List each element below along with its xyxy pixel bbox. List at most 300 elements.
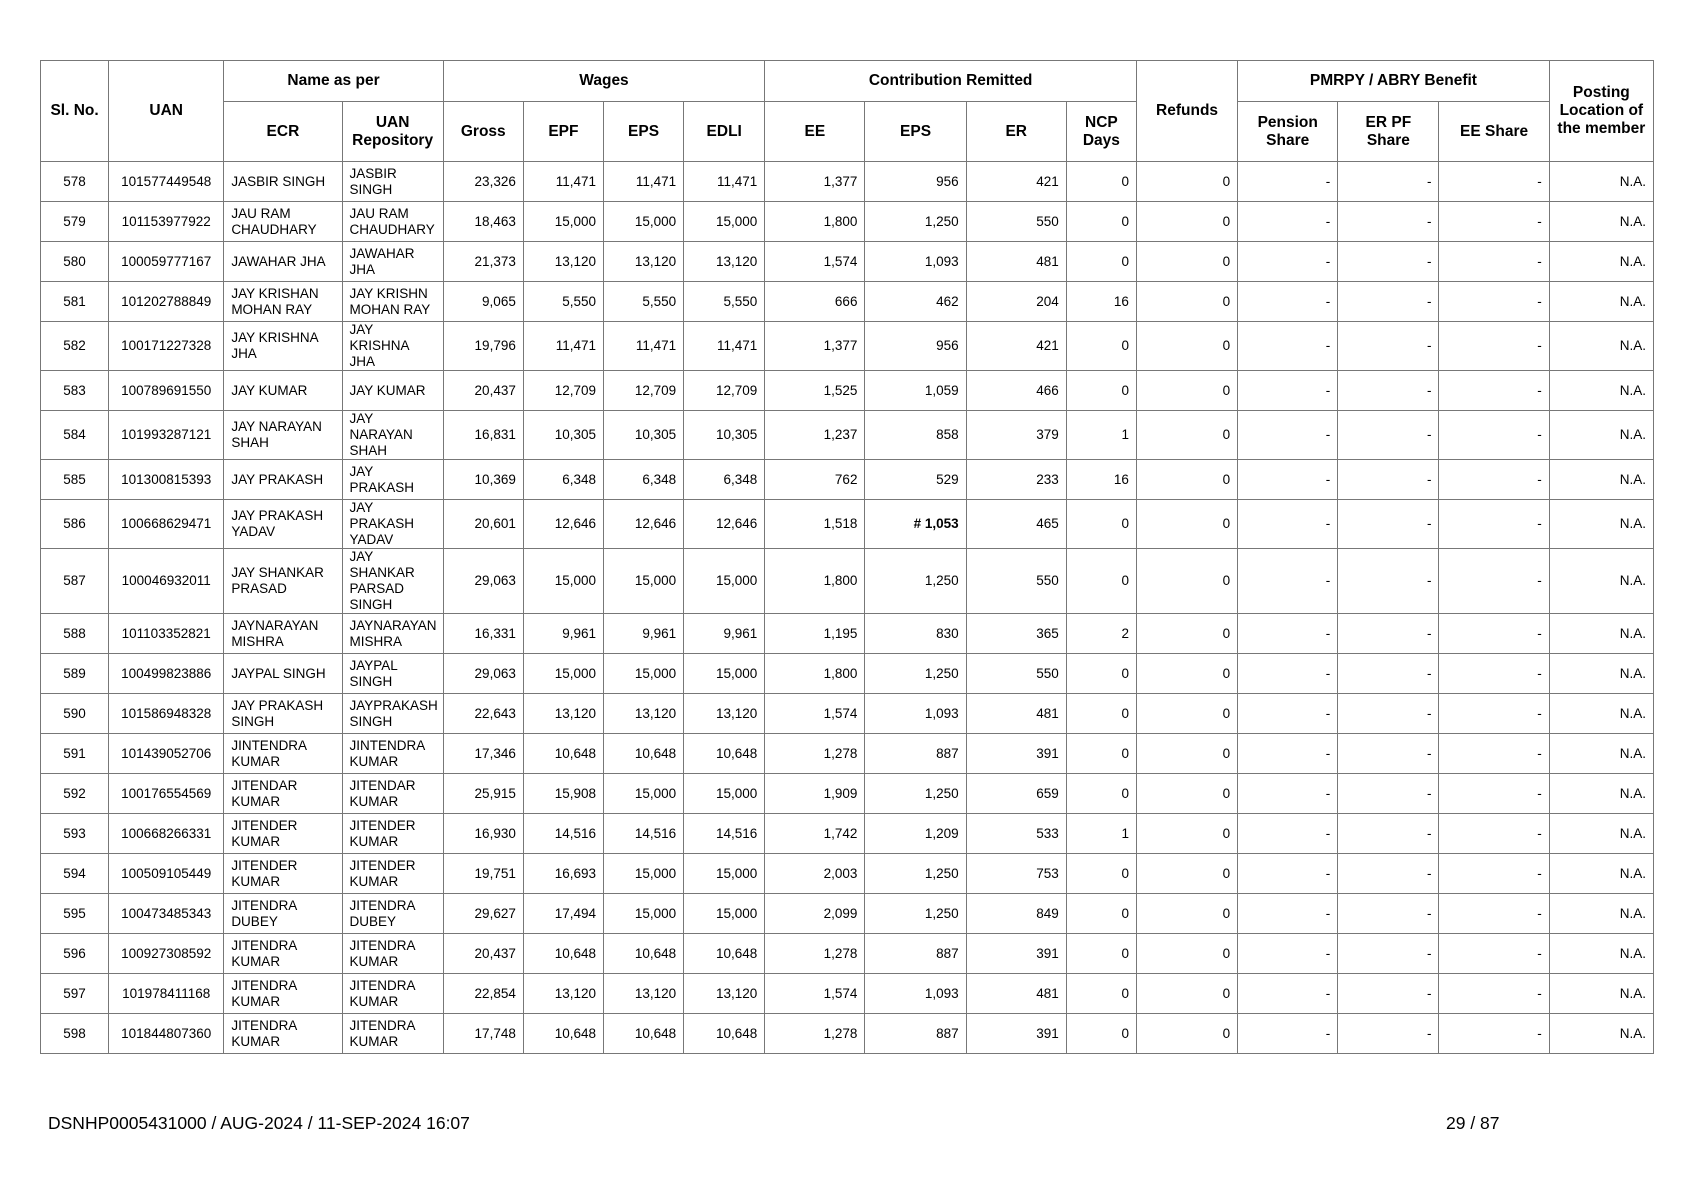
cell-edli: 15,000 (684, 549, 765, 614)
cell-er: 421 (966, 322, 1066, 371)
cell-sl-no: 597 (41, 974, 109, 1014)
cell-refunds: 0 (1136, 1014, 1237, 1054)
cell-epf: 10,648 (523, 734, 603, 774)
cell-posting-location: N.A. (1549, 774, 1653, 814)
cell-sl-no: 581 (41, 282, 109, 322)
cell-uan-repository-name: JAYPRAKASH SINGH (342, 694, 443, 734)
cell-er: 533 (966, 814, 1066, 854)
cell-contribution-eps: 1,250 (865, 202, 966, 242)
cell-epf: 15,000 (523, 654, 603, 694)
cell-ecr-name: JAWAHAR JHA (224, 242, 342, 282)
cell-sl-no: 584 (41, 411, 109, 460)
cell-ecr-name: JAY KRISHAN MOHAN RAY (224, 282, 342, 322)
cell-er-pf-share: - (1338, 654, 1439, 694)
cell-refunds: 0 (1136, 371, 1237, 411)
cell-eps: 6,348 (603, 460, 683, 500)
cell-ncp-days: 16 (1066, 282, 1136, 322)
cell-gross: 29,627 (443, 894, 523, 934)
cell-edli: 10,648 (684, 1014, 765, 1054)
cell-refunds: 0 (1136, 162, 1237, 202)
cell-pension-share: - (1238, 371, 1338, 411)
col-sl-no: Sl. No. (41, 61, 109, 162)
cell-eps: 11,471 (603, 322, 683, 371)
cell-epf: 12,646 (523, 500, 603, 549)
cell-er: 481 (966, 974, 1066, 1014)
cell-sl-no: 587 (41, 549, 109, 614)
cell-er: 466 (966, 371, 1066, 411)
cell-gross: 29,063 (443, 654, 523, 694)
cell-edli: 15,000 (684, 854, 765, 894)
cell-ee: 762 (765, 460, 865, 500)
cell-ncp-days: 0 (1066, 774, 1136, 814)
cell-er: 233 (966, 460, 1066, 500)
cell-epf: 10,648 (523, 1014, 603, 1054)
cell-uan-repository-name: JAY SHANKAR PARSAD SINGH (342, 549, 443, 614)
cell-posting-location: N.A. (1549, 734, 1653, 774)
col-ncp-days: NCP Days (1066, 102, 1136, 162)
cell-edli: 15,000 (684, 202, 765, 242)
cell-ee: 666 (765, 282, 865, 322)
cell-epf: 17,494 (523, 894, 603, 934)
footer-document-reference: DSNHP0005431000 / AUG-2024 / 11-SEP-2024 16:07 (48, 1113, 470, 1133)
cell-contribution-eps: 1,250 (865, 774, 966, 814)
cell-ncp-days: 0 (1066, 694, 1136, 734)
cell-uan: 101300815393 (109, 460, 224, 500)
cell-contribution-eps: 1,093 (865, 974, 966, 1014)
cell-er: 391 (966, 734, 1066, 774)
cell-er: 465 (966, 500, 1066, 549)
cell-epf: 11,471 (523, 162, 603, 202)
cell-uan: 100176554569 (109, 774, 224, 814)
table-row (41, 282, 1654, 322)
cell-ecr-name: JITENDER KUMAR (224, 854, 342, 894)
cell-pension-share: - (1238, 322, 1338, 371)
cell-pension-share: - (1238, 654, 1338, 694)
cell-uan-repository-name: JITENDRA KUMAR (342, 974, 443, 1014)
cell-contribution-eps: 1,209 (865, 814, 966, 854)
footer-page-number: 29 / 87 (1446, 1113, 1500, 1133)
cell-posting-location: N.A. (1549, 934, 1653, 974)
table-row (41, 694, 1654, 734)
cell-uan: 100473485343 (109, 894, 224, 934)
col-gross: Gross (443, 102, 523, 162)
table-header (41, 61, 1654, 162)
table-row (41, 202, 1654, 242)
cell-ecr-name: JITENDRA KUMAR (224, 934, 342, 974)
cell-pension-share: - (1238, 614, 1338, 654)
cell-ecr-name: JAU RAM CHAUDHARY (224, 202, 342, 242)
cell-pension-share: - (1238, 854, 1338, 894)
cell-uan-repository-name: JITENDER KUMAR (342, 814, 443, 854)
cell-edli: 5,550 (684, 282, 765, 322)
cell-gross: 16,930 (443, 814, 523, 854)
cell-gross: 22,854 (443, 974, 523, 1014)
cell-eps: 15,000 (603, 774, 683, 814)
cell-uan-repository-name: JITENDER KUMAR (342, 854, 443, 894)
cell-gross: 10,369 (443, 460, 523, 500)
cell-er-pf-share: - (1338, 774, 1439, 814)
cell-uan-repository-name: JINTENDRA KUMAR (342, 734, 443, 774)
cell-sl-no: 594 (41, 854, 109, 894)
cell-epf: 10,305 (523, 411, 603, 460)
cell-edli: 14,516 (684, 814, 765, 854)
cell-uan-repository-name: JAY PRAKASH YADAV (342, 500, 443, 549)
cell-pension-share: - (1238, 694, 1338, 734)
cell-ee-share: - (1439, 974, 1549, 1014)
table-row (41, 774, 1654, 814)
cell-posting-location: N.A. (1549, 694, 1653, 734)
cell-eps: 15,000 (603, 549, 683, 614)
cell-refunds: 0 (1136, 814, 1237, 854)
cell-ecr-name: JITENDRA KUMAR (224, 1014, 342, 1054)
cell-ee: 1,195 (765, 614, 865, 654)
cell-pension-share: - (1238, 934, 1338, 974)
cell-epf: 5,550 (523, 282, 603, 322)
cell-refunds: 0 (1136, 500, 1237, 549)
cell-sl-no: 598 (41, 1014, 109, 1054)
cell-uan: 100499823886 (109, 654, 224, 694)
cell-er: 753 (966, 854, 1066, 894)
cell-contribution-eps: 1,250 (865, 854, 966, 894)
cell-er-pf-share: - (1338, 371, 1439, 411)
cell-refunds: 0 (1136, 322, 1237, 371)
table-row (41, 411, 1654, 460)
cell-uan: 101202788849 (109, 282, 224, 322)
cell-ecr-name: JAY PRAKASH YADAV (224, 500, 342, 549)
cell-uan-repository-name: JAU RAM CHAUDHARY (342, 202, 443, 242)
cell-posting-location: N.A. (1549, 500, 1653, 549)
cell-contribution-eps: 529 (865, 460, 966, 500)
cell-pension-share: - (1238, 500, 1338, 549)
cell-contribution-eps: 887 (865, 934, 966, 974)
cell-uan: 101153977922 (109, 202, 224, 242)
cell-sl-no: 580 (41, 242, 109, 282)
cell-ee: 1,800 (765, 202, 865, 242)
cell-uan: 101586948328 (109, 694, 224, 734)
cell-ee-share: - (1439, 411, 1549, 460)
cell-gross: 17,346 (443, 734, 523, 774)
cell-refunds: 0 (1136, 894, 1237, 934)
cell-ee: 1,574 (765, 242, 865, 282)
col-ee: EE (765, 102, 865, 162)
cell-ncp-days: 0 (1066, 974, 1136, 1014)
cell-posting-location: N.A. (1549, 371, 1653, 411)
cell-edli: 12,646 (684, 500, 765, 549)
cell-pension-share: - (1238, 411, 1338, 460)
cell-er: 550 (966, 549, 1066, 614)
cell-edli: 11,471 (684, 322, 765, 371)
cell-gross: 25,915 (443, 774, 523, 814)
cell-edli: 9,961 (684, 614, 765, 654)
cell-sl-no: 593 (41, 814, 109, 854)
cell-ncp-days: 0 (1066, 894, 1136, 934)
cell-eps: 14,516 (603, 814, 683, 854)
cell-refunds: 0 (1136, 734, 1237, 774)
cell-eps: 15,000 (603, 894, 683, 934)
cell-sl-no: 588 (41, 614, 109, 654)
cell-ee: 1,574 (765, 694, 865, 734)
cell-ncp-days: 0 (1066, 549, 1136, 614)
cell-er: 391 (966, 934, 1066, 974)
cell-ee: 1,377 (765, 162, 865, 202)
cell-edli: 6,348 (684, 460, 765, 500)
table-row (41, 460, 1654, 500)
group-name-as-per: Name as per (224, 61, 443, 102)
cell-pension-share: - (1238, 774, 1338, 814)
cell-sl-no: 579 (41, 202, 109, 242)
table-row (41, 894, 1654, 934)
cell-posting-location: N.A. (1549, 282, 1653, 322)
cell-gross: 20,437 (443, 371, 523, 411)
cell-posting-location: N.A. (1549, 1014, 1653, 1054)
cell-epf: 11,471 (523, 322, 603, 371)
cell-er-pf-share: - (1338, 854, 1439, 894)
cell-posting-location: N.A. (1549, 411, 1653, 460)
cell-er-pf-share: - (1338, 202, 1439, 242)
col-er: ER (966, 102, 1066, 162)
cell-ee-share: - (1439, 322, 1549, 371)
cell-sl-no: 583 (41, 371, 109, 411)
table-row (41, 549, 1654, 614)
col-posting-location: Posting Location of the member (1549, 61, 1653, 162)
cell-gross: 19,796 (443, 322, 523, 371)
cell-ecr-name: JITENDAR KUMAR (224, 774, 342, 814)
cell-contribution-eps: 830 (865, 614, 966, 654)
cell-ecr-name: JITENDRA KUMAR (224, 974, 342, 1014)
cell-ncp-days: 0 (1066, 242, 1136, 282)
cell-ee: 1,800 (765, 654, 865, 694)
cell-gross: 22,643 (443, 694, 523, 734)
cell-er: 481 (966, 694, 1066, 734)
cell-ee: 1,278 (765, 1014, 865, 1054)
cell-refunds: 0 (1136, 202, 1237, 242)
col-edli: EDLI (684, 102, 765, 162)
cell-ncp-days: 0 (1066, 322, 1136, 371)
cell-uan: 101439052706 (109, 734, 224, 774)
cell-pension-share: - (1238, 734, 1338, 774)
cell-ncp-days: 2 (1066, 614, 1136, 654)
cell-uan-repository-name: JITENDRA KUMAR (342, 1014, 443, 1054)
cell-epf: 12,709 (523, 371, 603, 411)
cell-epf: 13,120 (523, 242, 603, 282)
cell-edli: 11,471 (684, 162, 765, 202)
cell-ncp-days: 0 (1066, 202, 1136, 242)
cell-uan: 101103352821 (109, 614, 224, 654)
cell-ee: 1,742 (765, 814, 865, 854)
cell-er-pf-share: - (1338, 814, 1439, 854)
cell-ee-share: - (1439, 854, 1549, 894)
cell-ee: 1,278 (765, 934, 865, 974)
cell-ecr-name: JAY NARAYAN SHAH (224, 411, 342, 460)
table-body (41, 162, 1654, 1054)
cell-er-pf-share: - (1338, 974, 1439, 1014)
table-row (41, 1014, 1654, 1054)
cell-edli: 12,709 (684, 371, 765, 411)
cell-ecr-name: JASBIR SINGH (224, 162, 342, 202)
cell-refunds: 0 (1136, 282, 1237, 322)
cell-posting-location: N.A. (1549, 654, 1653, 694)
cell-contribution-eps: 1,059 (865, 371, 966, 411)
col-eps: EPS (603, 102, 683, 162)
cell-sl-no: 578 (41, 162, 109, 202)
cell-er-pf-share: - (1338, 734, 1439, 774)
table-row (41, 814, 1654, 854)
cell-ncp-days: 0 (1066, 854, 1136, 894)
cell-refunds: 0 (1136, 854, 1237, 894)
cell-uan: 100509105449 (109, 854, 224, 894)
cell-eps: 13,120 (603, 242, 683, 282)
cell-refunds: 0 (1136, 694, 1237, 734)
cell-uan-repository-name: JITENDAR KUMAR (342, 774, 443, 814)
cell-edli: 10,648 (684, 734, 765, 774)
cell-ee: 1,525 (765, 371, 865, 411)
cell-ee-share: - (1439, 282, 1549, 322)
cell-edli: 15,000 (684, 774, 765, 814)
cell-contribution-eps: 956 (865, 162, 966, 202)
cell-sl-no: 589 (41, 654, 109, 694)
col-refunds: Refunds (1136, 61, 1237, 162)
cell-uan-repository-name: JAY KUMAR (342, 371, 443, 411)
cell-gross: 23,326 (443, 162, 523, 202)
cell-edli: 10,648 (684, 934, 765, 974)
cell-contribution-eps: 1,093 (865, 242, 966, 282)
cell-uan-repository-name: JAY KRISHN MOHAN RAY (342, 282, 443, 322)
cell-sl-no: 591 (41, 734, 109, 774)
group-pmrpy-abry: PMRPY / ABRY Benefit (1238, 61, 1550, 102)
cell-eps: 10,305 (603, 411, 683, 460)
cell-uan-repository-name: JAWAHAR JHA (342, 242, 443, 282)
table-row (41, 854, 1654, 894)
cell-edli: 13,120 (684, 242, 765, 282)
cell-gross: 16,331 (443, 614, 523, 654)
cell-gross: 19,751 (443, 854, 523, 894)
cell-pension-share: - (1238, 974, 1338, 1014)
cell-ecr-name: JAY SHANKAR PRASAD (224, 549, 342, 614)
cell-er: 481 (966, 242, 1066, 282)
cell-eps: 15,000 (603, 202, 683, 242)
cell-eps: 12,709 (603, 371, 683, 411)
cell-posting-location: N.A. (1549, 614, 1653, 654)
cell-ee-share: - (1439, 1014, 1549, 1054)
cell-edli: 10,305 (684, 411, 765, 460)
cell-er-pf-share: - (1338, 694, 1439, 734)
cell-gross: 21,373 (443, 242, 523, 282)
cell-ecr-name: JAYNARAYAN MISHRA (224, 614, 342, 654)
cell-edli: 13,120 (684, 974, 765, 1014)
table-row (41, 371, 1654, 411)
cell-eps: 5,550 (603, 282, 683, 322)
cell-uan-repository-name: JASBIR SINGH (342, 162, 443, 202)
cell-pension-share: - (1238, 1014, 1338, 1054)
cell-uan-repository-name: JAYPAL SINGH (342, 654, 443, 694)
cell-edli: 15,000 (684, 654, 765, 694)
cell-ncp-days: 0 (1066, 162, 1136, 202)
cell-sl-no: 592 (41, 774, 109, 814)
cell-refunds: 0 (1136, 654, 1237, 694)
cell-uan-repository-name: JITENDRA DUBEY (342, 894, 443, 934)
cell-pension-share: - (1238, 814, 1338, 854)
cell-er-pf-share: - (1338, 282, 1439, 322)
cell-refunds: 0 (1136, 549, 1237, 614)
cell-contribution-eps: # 1,053 (865, 500, 966, 549)
col-ecr: ECR (224, 102, 342, 162)
cell-refunds: 0 (1136, 974, 1237, 1014)
cell-ee: 1,377 (765, 322, 865, 371)
cell-uan: 101577449548 (109, 162, 224, 202)
table-row (41, 162, 1654, 202)
cell-posting-location: N.A. (1549, 974, 1653, 1014)
cell-uan: 100927308592 (109, 934, 224, 974)
cell-contribution-eps: 1,250 (865, 894, 966, 934)
cell-refunds: 0 (1136, 242, 1237, 282)
cell-ee: 2,003 (765, 854, 865, 894)
cell-eps: 10,648 (603, 734, 683, 774)
cell-eps: 11,471 (603, 162, 683, 202)
cell-er: 379 (966, 411, 1066, 460)
cell-gross: 16,831 (443, 411, 523, 460)
cell-posting-location: N.A. (1549, 460, 1653, 500)
cell-ee-share: - (1439, 202, 1549, 242)
cell-epf: 15,000 (523, 549, 603, 614)
cell-uan-repository-name: JAY PRAKASH (342, 460, 443, 500)
cell-er: 365 (966, 614, 1066, 654)
cell-gross: 9,065 (443, 282, 523, 322)
cell-eps: 13,120 (603, 974, 683, 1014)
cell-er-pf-share: - (1338, 1014, 1439, 1054)
cell-gross: 20,601 (443, 500, 523, 549)
cell-eps: 10,648 (603, 934, 683, 974)
cell-uan: 100668629471 (109, 500, 224, 549)
cell-ee-share: - (1439, 242, 1549, 282)
cell-er: 204 (966, 282, 1066, 322)
cell-ecr-name: JAY KUMAR (224, 371, 342, 411)
cell-ecr-name: JINTENDRA KUMAR (224, 734, 342, 774)
cell-ecr-name: JAY PRAKASH SINGH (224, 694, 342, 734)
cell-ncp-days: 0 (1066, 1014, 1136, 1054)
cell-uan: 100668266331 (109, 814, 224, 854)
cell-eps: 15,000 (603, 654, 683, 694)
table-row (41, 500, 1654, 549)
cell-uan: 101978411168 (109, 974, 224, 1014)
cell-posting-location: N.A. (1549, 202, 1653, 242)
cell-ee-share: - (1439, 774, 1549, 814)
cell-posting-location: N.A. (1549, 894, 1653, 934)
cell-epf: 13,120 (523, 974, 603, 1014)
cell-contribution-eps: 1,093 (865, 694, 966, 734)
cell-epf: 15,000 (523, 202, 603, 242)
contribution-table (40, 60, 1654, 1054)
cell-epf: 14,516 (523, 814, 603, 854)
cell-contribution-eps: 956 (865, 322, 966, 371)
cell-ee-share: - (1439, 162, 1549, 202)
cell-epf: 9,961 (523, 614, 603, 654)
cell-refunds: 0 (1136, 934, 1237, 974)
cell-er-pf-share: - (1338, 460, 1439, 500)
cell-pension-share: - (1238, 549, 1338, 614)
cell-ncp-days: 0 (1066, 934, 1136, 974)
cell-refunds: 0 (1136, 460, 1237, 500)
cell-refunds: 0 (1136, 411, 1237, 460)
cell-contribution-eps: 887 (865, 734, 966, 774)
cell-ee-share: - (1439, 549, 1549, 614)
cell-edli: 13,120 (684, 694, 765, 734)
cell-er: 849 (966, 894, 1066, 934)
cell-pension-share: - (1238, 202, 1338, 242)
cell-ee: 1,237 (765, 411, 865, 460)
cell-contribution-eps: 887 (865, 1014, 966, 1054)
cell-refunds: 0 (1136, 774, 1237, 814)
cell-uan: 101844807360 (109, 1014, 224, 1054)
